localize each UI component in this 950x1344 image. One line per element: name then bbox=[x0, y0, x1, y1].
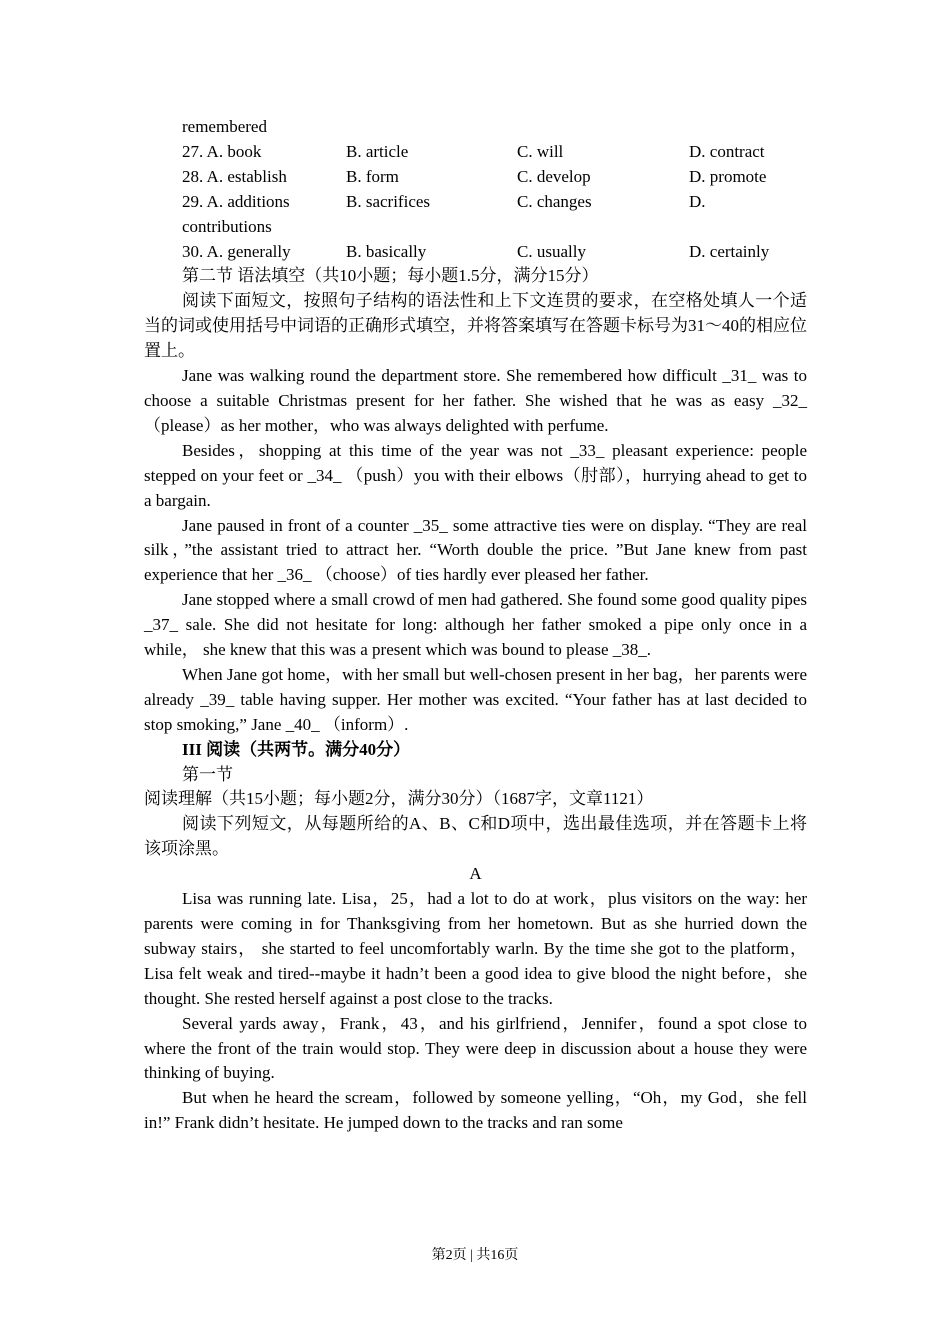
passage-a-paragraph: Lisa was running late. Lisa，25，had a lot to do at work，plus visitors on the way: her parents were coming in for Thanksgiving from her hometown. But as she hurried down the subway stairs， she started to feel uncomfortably warln. By the time she got to the platform，Lisa felt weak and tired--maybe it hadn’t been a good idea to give blood the night before，she thought. She rested herself against a post close to the tracks. bbox=[144, 889, 807, 1008]
option-d: D. contract bbox=[689, 141, 765, 161]
option-c: C. changes bbox=[517, 191, 592, 211]
section1-instructions: 阅读下列短文，从每题所给的A、B、C和D项中，选出最佳选项，并在答题卡上将该项涂黑。 bbox=[144, 814, 807, 859]
option-d: D. certainly bbox=[689, 241, 770, 261]
question-30-options bbox=[144, 240, 807, 265]
option-c: C. usually bbox=[517, 241, 586, 261]
passage-paragraph: Besides，shopping at this time of the year was not _33_ pleasant experience: people stepped on your feet or _34_ （push）you with their elbows（肘部），hurrying ahead to get to a bargain. bbox=[144, 440, 807, 510]
option-d: D. bbox=[689, 191, 706, 211]
q26-option-tail: remembered bbox=[182, 117, 267, 136]
page-content bbox=[144, 115, 807, 1136]
option-b: B. form bbox=[346, 166, 399, 186]
question-28-options bbox=[144, 165, 807, 190]
passage-paragraph: Jane was walking round the department store. She remembered how difficult _31_ was to choose a suitable Christmas present for her father. She wished that he was as easy _32_ （please）as her mother，who was always delighted with perfume. bbox=[144, 366, 807, 435]
page-footer: 第2页 | 共16页 bbox=[431, 1248, 519, 1263]
section1-title: 第一节 bbox=[182, 764, 233, 784]
passage-paragraph: Jane paused in front of a counter _35_ some attractive ties were on display. “They are real silk，”the assistant tried to attract her. “Worth double the price. ”But Jane knew from past experience that her _36_ （choose）of ties hardly ever pleased her father. bbox=[144, 515, 807, 585]
section2-instructions: 阅读下面短文，按照句子结构的语法性和上下文连贯的要求，在空格处填人一个适当的词或使用括号中词语的正确形式填空，并将答案填写在答题卡标号为31～40的相应位置上。 bbox=[144, 291, 807, 361]
option-a: 28. A. establish bbox=[182, 166, 287, 186]
passage-a-paragraph: But when he heard the scream，followed by someone yelling，“Oh，my God，she fell in!” Frank didn’t hesitate. He jumped down to the tracks and ran some bbox=[144, 1088, 807, 1133]
section1-subtitle: 阅读理解（共15小题；每小题2分，满分30分）（1687字，文章1121） bbox=[144, 789, 654, 809]
section2-title: 第二节 语法填空（共10小题；每小题1.5分，满分15分） bbox=[182, 266, 599, 286]
question-29-options bbox=[144, 190, 807, 215]
passage-paragraph: Jane stopped where a small crowd of men had gathered. She found some good quality pipes _37_ sale. She did not hesitate for long: although her father smoked a pipe only once in a while， she knew that this was a present which was bound to please _38_. bbox=[144, 590, 807, 660]
passage-a-paragraph: Several yards away，Frank，43，and his girlfriend，Jennifer，found a spot close to where the front of the train would stop. They were deep in discussion about a house they were thinking of buying. bbox=[144, 1013, 807, 1083]
option-b: B. article bbox=[346, 141, 409, 161]
part3-title: III 阅读（共两节。满分40分） bbox=[182, 739, 411, 759]
passage-paragraph: When Jane got home，with her small but well-chosen present in her bag，her parents were already _39_ table having supper. Her mother was excited. “Your father has at last decided to stop smoking,” Jane _40_ （inform）. bbox=[144, 664, 807, 734]
option-b: B. basically bbox=[346, 241, 427, 261]
option-c: C. will bbox=[517, 141, 564, 161]
q29-option-tail: contributions bbox=[182, 216, 272, 236]
option-a: 27. A. book bbox=[182, 141, 262, 161]
passage-a-label: A bbox=[469, 864, 482, 884]
option-a: 29. A. additions bbox=[182, 191, 290, 211]
option-d: D. promote bbox=[689, 166, 767, 186]
option-c: C. develop bbox=[517, 166, 591, 186]
option-b: B. sacrifices bbox=[346, 191, 431, 211]
question-27-options bbox=[144, 140, 807, 165]
option-a: 30. A. generally bbox=[182, 241, 291, 261]
